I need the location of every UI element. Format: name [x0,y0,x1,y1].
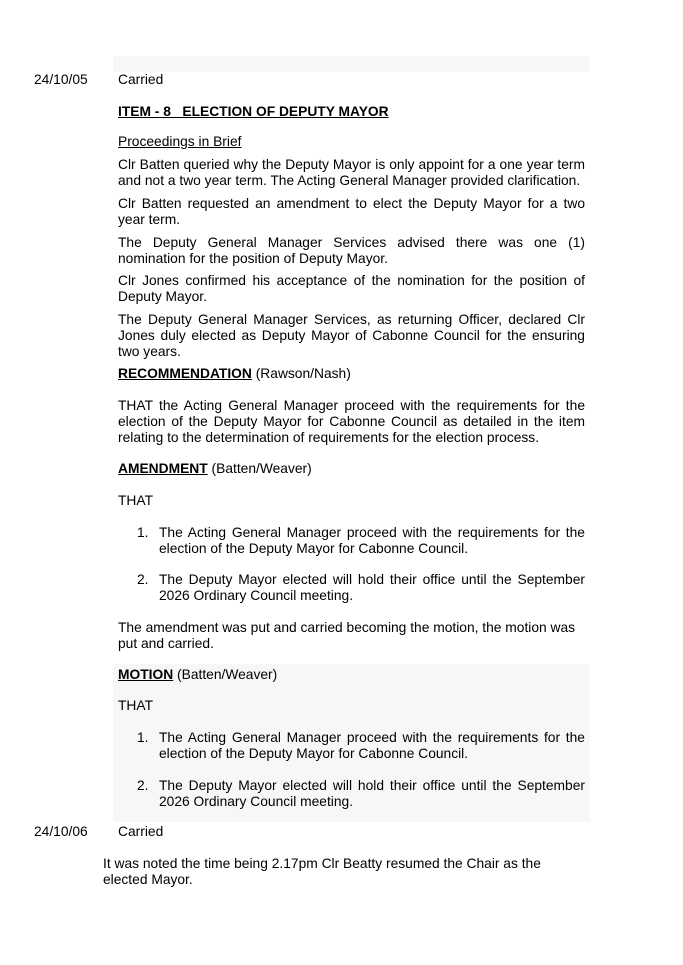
closing-note: It was noted the time being 2.17pm Clr Beatty resumed the Chair as the elected Mayor. [103,856,541,887]
resolution-status: Carried [118,824,164,839]
item-heading: ITEM - 8 ELECTION OF DEPUTY MAYOR [118,104,389,119]
recommendation-movers: (Rawson/Nash) [251,366,351,381]
amendment-result: The amendment was put and carried becoming the motion, the motion was put and carried. [118,620,576,651]
amendment-heading [118,461,312,477]
amendment-label: AMENDMENT [118,461,208,476]
list-item: The Deputy Mayor elected will hold their office until the September 2026 Ordinary Council meeting. [159,778,585,809]
list-number: 1. [137,525,149,540]
resolution-number: 24/10/06 [34,824,88,839]
recommendation-heading [118,366,351,382]
motion-label: MOTION [118,667,174,682]
paragraph: Clr Batten requested an amendment to elect the Deputy Mayor for a two year term. [118,196,585,227]
shade-top [113,56,590,72]
resolution-number: 24/10/05 [34,72,88,87]
paragraph: The Deputy General Manager Services, as returning Officer, declared Clr Jones duly elected as Deputy Mayor of Cabonne Council for the ensuring two years. [118,312,585,359]
motion-heading [118,667,277,683]
recommendation-label: RECOMMENDATION [118,366,252,381]
proceedings-subheading: Proceedings in Brief [118,134,242,149]
list-number: 2. [137,778,149,793]
list-item: The Acting General Manager proceed with the requirements for the election of the Deputy Mayor for Cabonne Council. [159,730,585,761]
resolution-status: Carried [118,72,164,87]
amendment-movers: (Batten/Weaver) [207,461,312,476]
motion-movers: (Batten/Weaver) [173,667,278,682]
list-number: 1. [137,730,149,745]
paragraph: Clr Jones confirmed his acceptance of the nomination for the position of Deputy Mayor. [118,273,585,304]
list-item: The Acting General Manager proceed with the requirements for the election of the Deputy Mayor for Cabonne Council. [159,525,585,556]
recommendation-text: THAT the Acting General Manager proceed with the requirements for the election of the Deputy Mayor for Cabonne Council as detailed in the item relating to the determination of requirements for the election process. [118,398,585,445]
motion-that: THAT [118,698,153,713]
list-number: 2. [137,572,149,587]
paragraph: The Deputy General Manager Services advised there was one (1) nomination for the position of Deputy Mayor. [118,235,585,266]
list-item: The Deputy Mayor elected will hold their office until the September 2026 Ordinary Council meeting. [159,572,585,603]
amendment-that: THAT [118,493,153,508]
paragraph: Clr Batten queried why the Deputy Mayor is only appoint for a one year term and not a two year term. The Acting General Manager provided clarification. [118,157,585,188]
